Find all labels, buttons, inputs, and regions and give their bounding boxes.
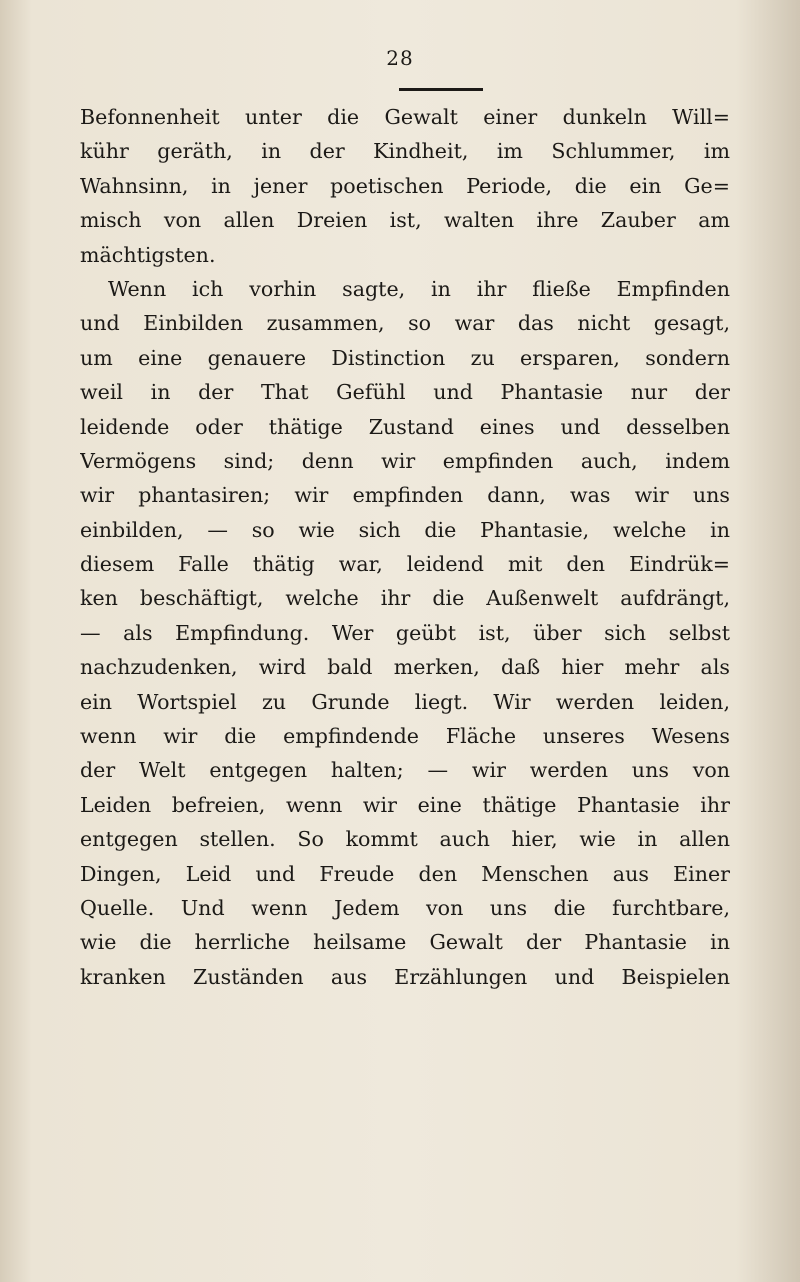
text-line: Quelle. Und wenn Jedem von uns die furchtbare,: [80, 895, 730, 920]
text-line: weil in der That Gefühl und Phantasie nur der: [80, 380, 730, 405]
text-line: um eine genauere Distinction zu ersparen, sondern: [80, 345, 730, 370]
text-line: und Einbilden zusammen, so war das nicht gesagt,: [80, 311, 730, 336]
text-line: diesem Falle thätig war, leidend mit den Eindrük=: [80, 552, 730, 577]
text-line: ein Wortspiel zu Grunde liegt. Wir werden leiden,: [80, 689, 730, 714]
text-line: ken beschäftigt, welche ihr die Außenwelt aufdrängt,: [80, 586, 730, 611]
text-line: mächtigsten.: [80, 242, 216, 267]
text-line: wir phantasiren; wir empfinden dann, was wir uns: [80, 483, 730, 508]
text-line: kühr geräth, in der Kindheit, im Schlummer, im: [80, 139, 730, 164]
text-line: Vermögens sind; denn wir empfinden auch, indem: [80, 448, 730, 473]
body-text: [80, 100, 730, 994]
text-line: einbilden, — so wie sich die Phantasie, welche in: [80, 517, 730, 542]
text-line: Wenn ich vorhin sagte, in ihr fließe Empfinden: [108, 276, 730, 301]
text-line: Leiden befreien, wenn wir eine thätige Phantasie ihr: [80, 792, 730, 817]
text-line: kranken Zuständen aus Erzählungen und Beispielen: [80, 964, 730, 989]
text-line: entgegen stellen. So kommt auch hier, wie in allen: [80, 827, 730, 852]
header-rule: [399, 88, 483, 91]
text-line: — als Empfindung. Wer geübt ist, über sich selbst: [80, 620, 730, 645]
text-line: leidende oder thätige Zustand eines und desselben: [80, 414, 730, 439]
text-line: Befonnenheit unter die Gewalt einer dunkeln Will=: [80, 105, 730, 129]
text-line: nachzudenken, wird bald merken, daß hier mehr als: [80, 655, 730, 680]
text-line: der Welt entgegen halten; — wir werden uns von: [80, 758, 730, 783]
text-line: wenn wir die empfindende Fläche unseres Wesens: [80, 724, 730, 749]
text-line: Wahnsinn, in jener poetischen Periode, die ein Ge=: [80, 173, 730, 198]
text-line: misch von allen Dreien ist, walten ihre Zauber am: [80, 208, 730, 233]
text-line: wie die herrliche heilsame Gewalt der Phantasie in: [80, 930, 730, 955]
page-number: 28: [386, 46, 414, 70]
text-line: Dingen, Leid und Freude den Menschen aus Einer: [80, 861, 730, 886]
